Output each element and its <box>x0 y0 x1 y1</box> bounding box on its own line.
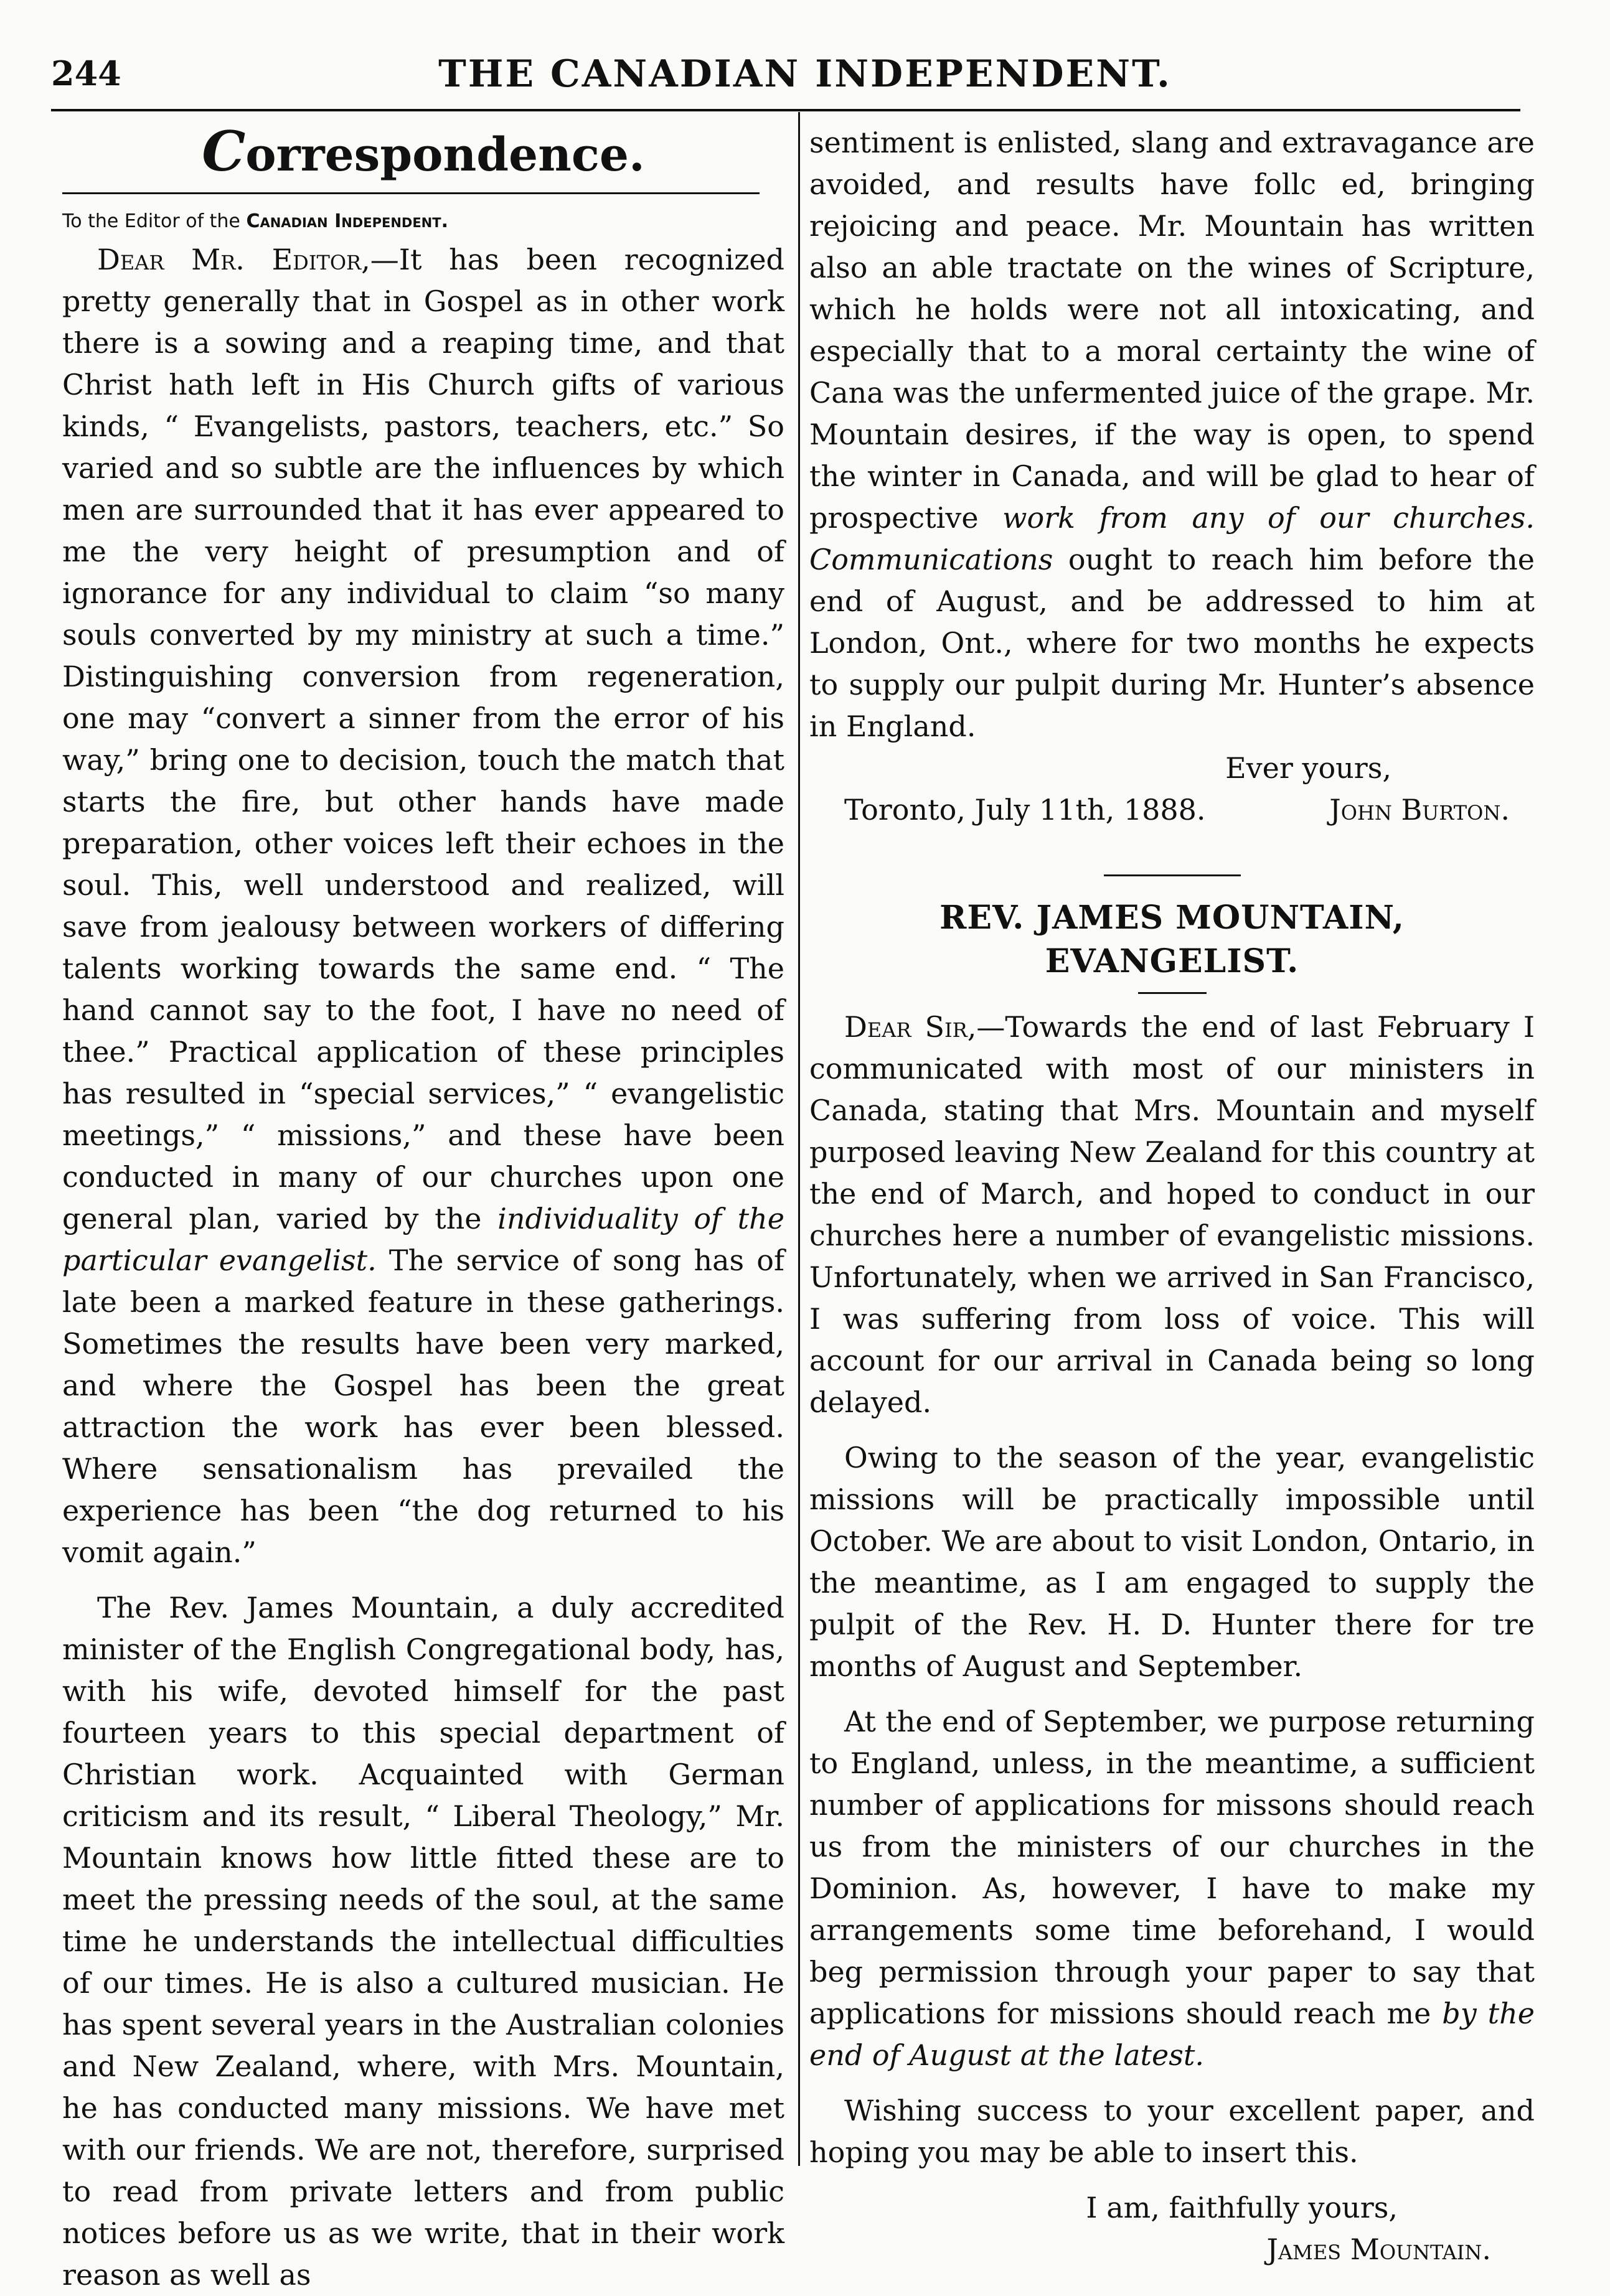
section-title-initial: C <box>202 119 246 184</box>
closing-line: Ever yours, <box>1225 751 1391 785</box>
paragraph-text: The service of song has of late been a marked feature in these gatherings. Sometimes the results have been very marked, and where the Gospel has been the great attraction the work has ever been blessed. Where sensationalism has prevailed the experience has been “the dog returned to his vomit again.” <box>62 1244 784 1569</box>
paragraph-text: ought to reach him before the end of August, and be addressed to him at London, Ont., where for two months he expects to supply our pulpit during Mr. Hunter’s absence in England. <box>809 543 1535 743</box>
paragraph-gap <box>809 2173 1535 2187</box>
article-paragraph-3 <box>809 1701 1535 2076</box>
paragraph-text: —It has been recognized pretty generally that in Gospel as in other work there is a sowing and a reaping time, and that Christ hath left in His Church gifts of various kinds, “ Evangelists, pastors, teachers, etc.” So varied and so subtle are the influences by which men are surrounded that it has ever appeared to me the very height of presumption and of ignorance for any individual to claim “so many souls converted by my ministry at such a time.” Distinguishing conversion from regeneration, one may “convert a sinner from the error of his way,” bring one to decision, touch the match that starts the fire, but other hands have made preparation, other voices left their echoes in the soul. This, well understood and realized, will save from jealousy between workers of differing talents working towards the same end. “ The hand cannot say to the foot, I have no need of thee.” Practical application of these principles has resulted in “special services,” “ evangelistic meetings,” “ missions,” and these have been conducted in many of our churches upon one general plan, varied by the <box>62 243 784 1235</box>
letter-continuation <box>809 122 1535 747</box>
paragraph-gap <box>809 2076 1535 2090</box>
salutation: Dear Mr. Editor, <box>97 243 370 276</box>
signature-2: James Mountain. <box>1266 2233 1491 2266</box>
title-rule <box>62 192 760 194</box>
paragraph-gap <box>62 1573 784 1587</box>
signoff-row <box>809 789 1535 831</box>
article-paragraph-4: Wishing success to your excellent paper, and hoping you may be able to insert this. <box>809 2094 1535 2169</box>
left-column <box>62 119 785 2296</box>
article-salutation: Dear Sir, <box>844 1010 977 1044</box>
letter-paragraph-1 <box>62 239 784 1573</box>
closing-line-2: I am, faithfully yours, <box>1086 2191 1398 2224</box>
header-rule <box>51 109 1520 111</box>
addressee-prefix: To the Editor of the <box>62 210 240 232</box>
column-divider <box>798 112 800 2166</box>
signature: John Burton. <box>1329 793 1510 827</box>
paragraph-text: sentiment is enlisted, slang and extravagance are avoided, and results have follc ed, bringing rejoicing and peace. Mr. Mountain has written also an able tractate on the wines of Scripture, which he holds were not all intoxicating, and especially that to a moral certainty the wine of Cana was the unfermented juice of the grape. Mr. Mountain desires, if the way is open, to spend the winter in Canada, and will be glad to hear of prospective <box>809 126 1535 535</box>
article-paragraph-1 <box>809 1006 1535 1423</box>
section-title <box>62 119 784 185</box>
paragraph-italic: by the end of August at the latest. <box>809 1997 1535 2072</box>
section-title-rest: orrespondence. <box>245 128 645 182</box>
paragraph-gap <box>809 1687 1535 1701</box>
addressee-line <box>62 208 784 235</box>
running-title: THE CANADIAN INDEPENDENT. <box>438 52 1172 96</box>
addressee-name: Canadian Independent. <box>246 210 448 232</box>
paragraph-text: At the end of September, we purpose returning to England, unless, in the meantime, a sufficient number of applications for missons should reach us from the ministers of our churches in the Dominion. As, however, I have to make my arrangements some time beforehand, I would beg permission through your paper to say that applications for missions should reach me <box>809 1705 1535 2030</box>
article-paragraph-2: Owing to the season of the year, evangelistic missions will be practically impossible until October. We are about to visit London, Ontario, in the meantime, as I am engaged to supply the pulpit of the Rev. H. D. Hunter there for tre months of August and September. <box>809 1441 1535 1683</box>
article-title: REV. JAMES MOUNTAIN, EVANGELIST. <box>939 899 1405 980</box>
article-title-rule <box>1138 992 1207 994</box>
right-column <box>809 122 1535 2270</box>
letter-paragraph-2: The Rev. James Mountain, a duly accredited minister of the English Congregational body, has, with his wife, devoted himself for the past fourteen years to this special department of Christian work. Acquainted with German criticism and its result, “ Liberal Theology,” Mr. Mountain knows how little fitted these are to meet the pressing needs of the soul, at the same time he understands the intellectual difficulties of our times. He is also a cultured musician. He has spent several years in the Australian colonies and New Zealand, where, with Mrs. Mountain, he has conducted many missions. We have met with our friends. We are not, therefore, surprised to read from private letters and from public notices before us as we write, that in their work reason as well as <box>62 1591 784 2292</box>
separator-rule <box>1104 874 1241 876</box>
paragraph-gap <box>809 1423 1535 1437</box>
page-number: 244 <box>51 54 121 93</box>
place-date: Toronto, July 11th, 1888. <box>844 793 1206 827</box>
paragraph-italic: work from any of our churches. Communications <box>809 501 1535 576</box>
paragraph-italic: individuality of the particular evangelist. <box>62 1202 785 1277</box>
paragraph-text: —Towards the end of last February I communicated with most of our ministers in Canada, stating that Mrs. Mountain and myself purposed leaving New Zealand for this country at the end of March, and hoped to conduct in our churches here a number of evangelistic missions. Unfortunately, when we arrived in San Francisco, I was suffering from loss of voice. This will account for our arrival in Canada being so long delayed. <box>809 1010 1535 1419</box>
